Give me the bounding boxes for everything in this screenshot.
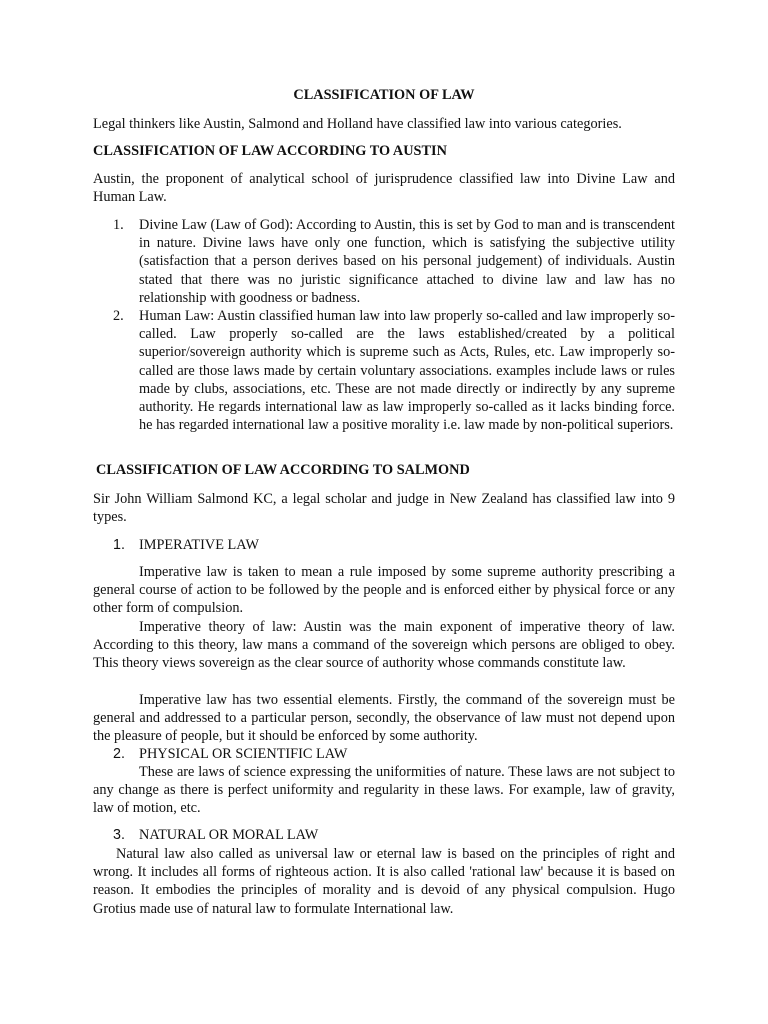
list-text: Divine Law (Law of God): According to Austin, this is set by God to man and is transcendent in nature. Divine laws have only one function, which is satisfying the subjective utility (satisfaction that a person derives based on his personal judgement) of individuals. Austin stated that there was no juristic significance attached to divine law and law has no relationship with goodness or badness. xyxy=(139,217,675,306)
list-number: 2. xyxy=(113,308,124,324)
section-title: IMPERATIVE LAW xyxy=(139,537,259,553)
section-number: 1. xyxy=(113,537,125,553)
austin-heading: CLASSIFICATION OF LAW ACCORDING TO AUSTIN xyxy=(93,143,447,159)
section-number: 2. xyxy=(113,746,125,762)
imperative-para-3: Imperative law has two essential elements. Firstly, the command of the sovereign must be general and addressed to a particular person, secondly, the observance of law must not depend upon the pleasure of people, but it should be enforced by some authority. xyxy=(93,692,675,745)
section-number: 3. xyxy=(113,827,125,843)
section-heading-natural xyxy=(113,826,318,844)
austin-intro: Austin, the proponent of analytical school of jurisprudence classified law into Divine Law and Human Law. xyxy=(93,171,675,206)
salmond-intro: Sir John William Salmond KC, a legal scholar and judge in New Zealand has classified law into 9 types. xyxy=(93,491,675,526)
intro-paragraph: Legal thinkers like Austin, Salmond and Holland have classified law into various categories. xyxy=(93,116,622,132)
section-title: PHYSICAL OR SCIENTIFIC LAW xyxy=(139,746,348,762)
section-heading-imperative xyxy=(113,536,259,554)
imperative-para-2: Imperative theory of law: Austin was the main exponent of imperative theory of law. According to this theory, law mans a command of the sovereign which persons are obliged to obey. This theory views sovereign as the clear source of authority whose commands constitute law. xyxy=(93,619,675,672)
document-title: CLASSIFICATION OF LAW xyxy=(293,87,475,103)
section-title: NATURAL OR MORAL LAW xyxy=(139,827,319,843)
physical-para-1: These are laws of science expressing the uniformities of nature. These laws are not subject to any change as there is perfect uniformity and regularity in these laws. For example, law of gravity, law of motion, etc. xyxy=(93,764,675,817)
list-number: 1. xyxy=(113,217,124,233)
imperative-para-1: Imperative law is taken to mean a rule imposed by some supreme authority prescribing a general course of action to be followed by the people and is enforced either by physical force or any other form of compulsion. xyxy=(93,564,675,617)
natural-para-1: Natural law also called as universal law or eternal law is based on the principles of right and wrong. It includes all forms of righteous action. It is also called 'rational law' because it is based on reason. It embodies the principles of morality and is devoid of any physical compulsion. Hugo Grotius made use of natural law to formulate International law. xyxy=(93,846,675,917)
section-heading-physical xyxy=(113,745,347,763)
list-text: Human Law: Austin classified human law into law properly so-called and law improperly so-called. Law properly so-called are the laws established/created by a political superior/sovereign authority which is supreme such as Acts, Rules, etc. Law improperly so-called are those laws made by certain voluntary associations. examples include laws or rules made by clubs, associations, etc. These are not made directly or indirectly by any supreme authority. He regards international law as law improperly so-called as it lacks binding force. he has regarded international law a positive morality i.e. law made by non-political superiors. xyxy=(139,308,675,434)
salmond-heading: CLASSIFICATION OF LAW ACCORDING TO SALMOND xyxy=(96,462,470,478)
